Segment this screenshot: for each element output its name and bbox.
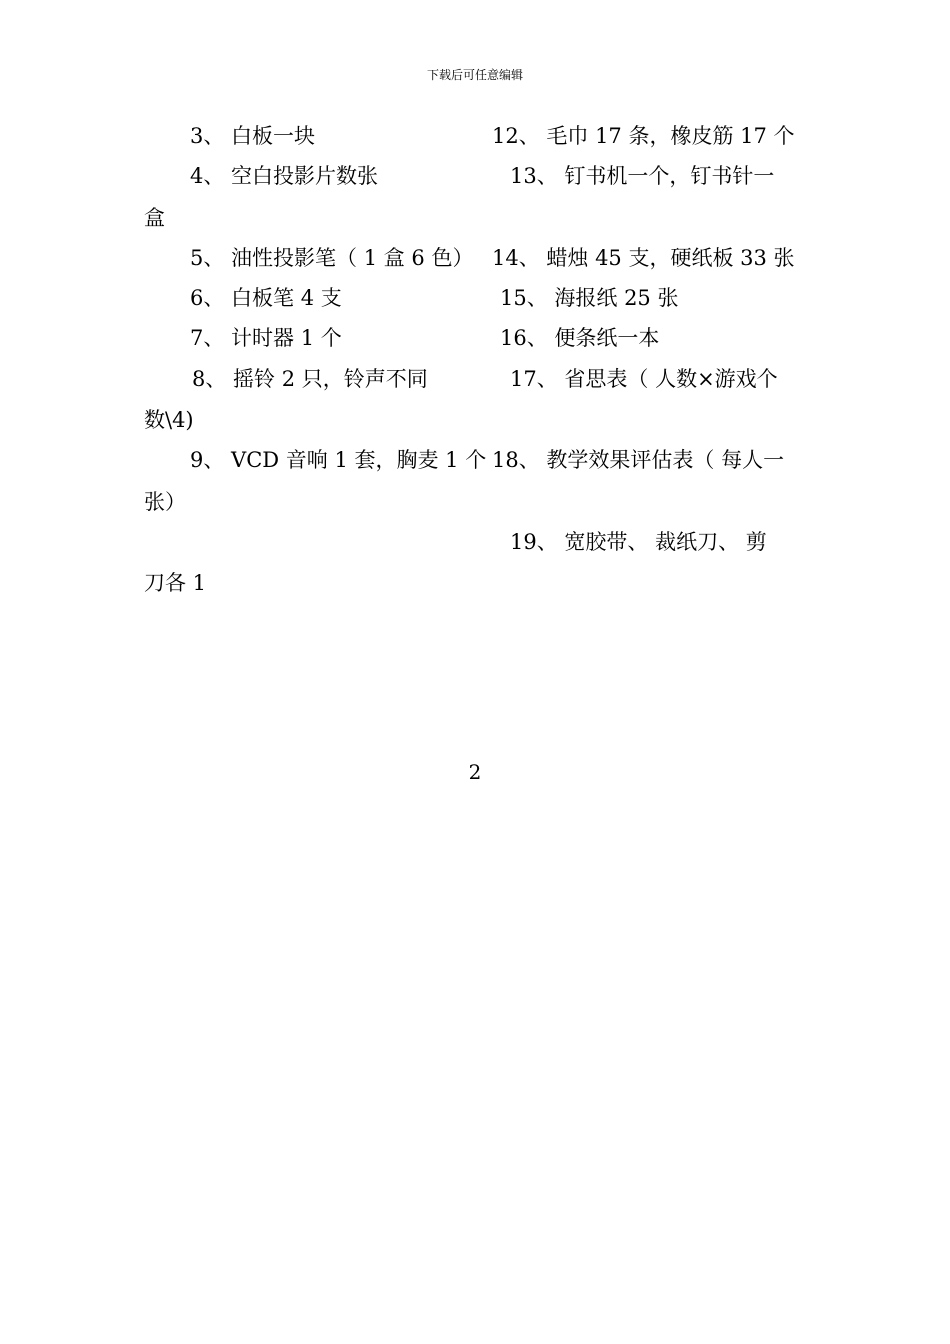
list-item-13: 13、 钉书机一个，钉书针一 — [510, 164, 775, 188]
list-item-7: 7、 计时器 1 个 — [190, 326, 342, 350]
list-item-17-continuation: 数\4) — [144, 408, 194, 432]
list-item-18-continuation: 张） — [144, 490, 186, 514]
list-item-16: 16、 便条纸一本 — [500, 326, 660, 350]
list-item-17: 17、 省思表（ 人数×游戏个 — [510, 367, 778, 391]
list-item-19-continuation: 刀各 1 — [144, 571, 207, 595]
list-item-15: 15、 海报纸 25 张 — [500, 286, 679, 310]
list-item-3: 3、 白板一块 — [190, 124, 316, 148]
page-header: 下载后可任意编辑 — [426, 68, 523, 82]
page-number: 2 — [468, 760, 482, 784]
list-item-19: 19、 宽胶带、 裁纸刀、 剪 — [510, 530, 767, 554]
list-item-12: 12、 毛巾 17 条，橡皮筋 17 个 — [492, 124, 795, 148]
list-item-13-continuation: 盒 — [144, 206, 165, 230]
list-item-6: 6、 白板笔 4 支 — [190, 286, 342, 310]
list-item-8: 8、 摇铃 2 只，铃声不同 — [192, 367, 428, 391]
list-item-18: 18、 教学效果评估表（ 每人一 — [492, 448, 785, 472]
list-item-5: 5、 油性投影笔（ 1 盒 6 色） — [190, 246, 474, 270]
list-item-14: 14、 蜡烛 45 支，硬纸板 33 张 — [492, 246, 795, 270]
list-item-9: 9、 VCD 音响 1 套，胸麦 1 个 — [190, 448, 487, 472]
list-item-4: 4、 空白投影片数张 — [190, 164, 379, 188]
